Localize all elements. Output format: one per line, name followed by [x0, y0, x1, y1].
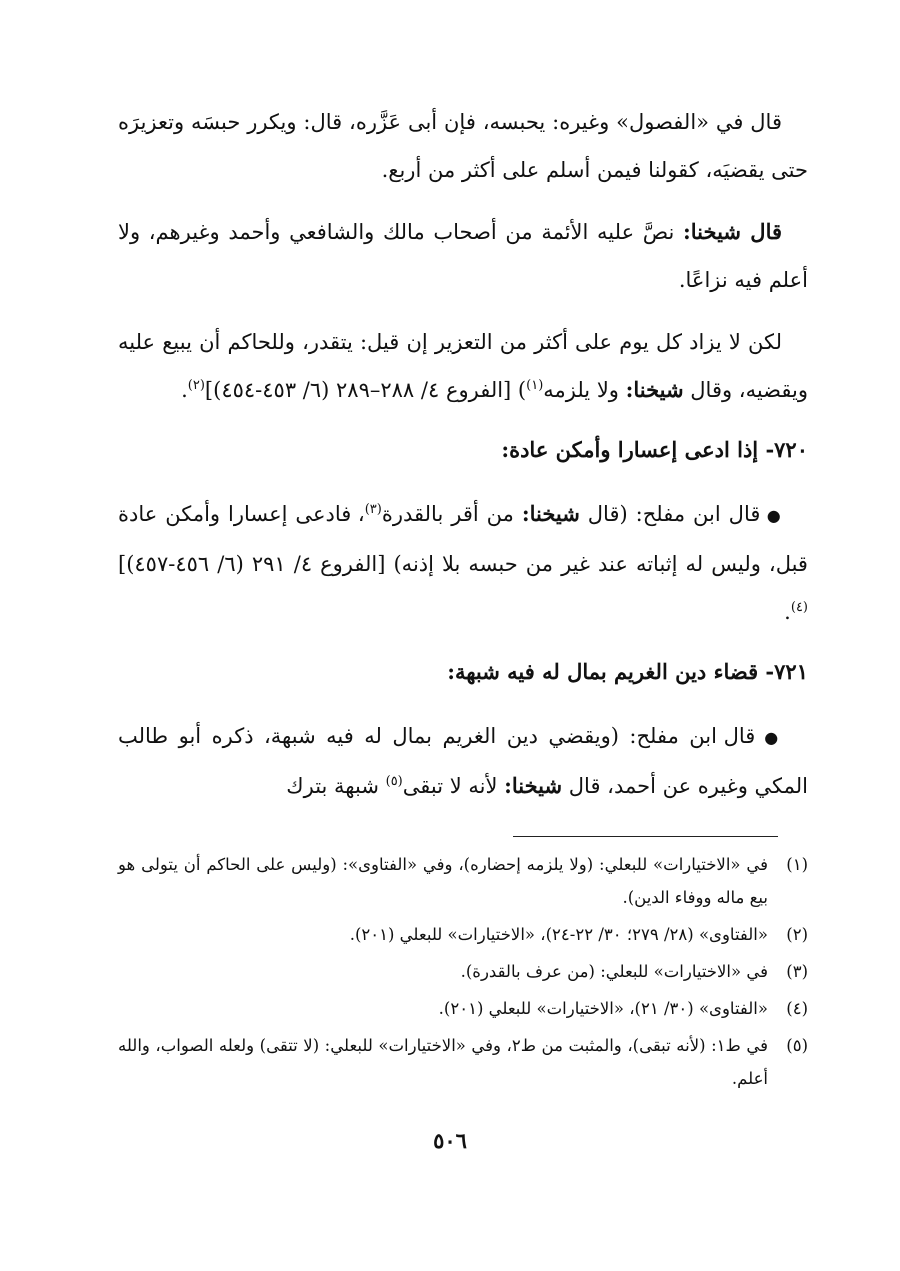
sheikh-label: شيخنا: — [504, 773, 563, 798]
paragraph-3-text-b: ولا يلزمه — [543, 378, 626, 402]
footnote-divider — [513, 836, 778, 837]
section-720-text-a: قال ابن مفلح: (قال — [579, 502, 761, 526]
footnotes — [118, 848, 808, 1099]
footnote-ref-4[interactable]: (٤) — [790, 600, 808, 615]
section-721-text-b: لأنه لا تبقى — [402, 774, 505, 798]
paragraph-3 — [118, 318, 808, 414]
section-720-text-c: ، فادعى إعسارا وأمكن عادة قبل، وليس له إثباته عند غير من حبسه بلا إذنه) [الفروع ٤/ ٢٩١ (٦/ ٤٥٦-٤٥٧)] — [118, 502, 808, 576]
footnote-text: في ط١: (لأنه تبقى)، والمثبت من ط٢، وفي «الاختيارات» للبعلي: (لا تتقى) ولعله الصواب، والله أعلم. — [118, 1036, 768, 1088]
section-721-text-a: قال ابن مفلح: (ويقضي دين الغريم بمال له فيه شبهة، ذكره أبو طالب المكي وغيره عن أحمد، قال — [118, 724, 808, 798]
footnote-1 — [118, 848, 808, 914]
footnote-number: (٢) — [786, 925, 808, 944]
section-720-heading: ٧٢٠- إذا ادعى إعسارا وأمكن عادة: — [501, 437, 808, 462]
paragraph-3-text-a: لكن لا يزاد كل يوم على أكثر من التعزير إن قيل: يتقدر، وللحاكم أن يبيع عليه ويقضيه، وقال — [118, 330, 808, 402]
section-721-heading: ٧٢١- قضاء دين الغريم بمال له فيه شبهة: — [447, 659, 808, 684]
main-text — [118, 98, 808, 824]
footnote-5 — [118, 1029, 808, 1095]
footnote-text: «الفتاوى» (٣٠/ ٢١)، «الاختيارات» للبعلي (٢٠١). — [438, 999, 768, 1018]
paragraph-3-text-c: ) [الفروع ٤/ ٢٨٨–٢٨٩ (٦/ ٤٥٣-٤٥٤)] — [204, 378, 527, 402]
footnote-ref-2[interactable]: (٢) — [187, 378, 205, 393]
footnote-ref-5[interactable]: (٥) — [385, 774, 403, 789]
section-720-paragraph — [118, 490, 808, 636]
sheikh-label: شيخنا: — [521, 501, 580, 526]
sheikh-label: شيخنا: — [625, 377, 684, 402]
paragraph-1-text: قال في «الفصول» وغيره: يحبسه، فإن أبى عَزَّره، قال: ويكرر حبسَه وتعزيرَه حتى يقضيَه، كقولنا فيمن أسلم على أكثر من أربع. — [118, 110, 808, 182]
footnote-number: (١) — [786, 855, 808, 874]
footnote-ref-1[interactable]: (١) — [526, 378, 544, 393]
page-number: ٥٠٦ — [433, 1128, 467, 1153]
footnote-4 — [118, 992, 808, 1025]
section-721-text-c: شبهة بترك — [286, 774, 386, 798]
footnote-number: (٥) — [786, 1036, 808, 1055]
paragraph-2 — [118, 208, 808, 304]
paragraph-3-end: . — [181, 378, 188, 402]
sheikh-label: قال شيخنا: — [683, 219, 783, 244]
footnote-text: في «الاختيارات» للبعلي: (من عرف بالقدرة). — [460, 962, 768, 981]
footnote-text: «الفتاوى» (٢٨/ ٢٧٩؛ ٣٠/ ٢٢-٢٤)، «الاختيارات» للبعلي (٢٠١). — [349, 925, 768, 944]
section-720-end: . — [784, 600, 791, 624]
footnote-text: في «الاختيارات» للبعلي: (ولا يلزمه إحضاره)، وفي «الفتاوى»: (وليس على الحاكم أن يتولى هو بيع ماله ووفاء الدين). — [118, 855, 768, 907]
footnote-3 — [118, 955, 808, 988]
footnote-ref-3[interactable]: (٣) — [364, 502, 382, 517]
paragraph-2-text: نصَّ عليه الأئمة من أصحاب مالك والشافعي وأحمد وغيرهم، ولا أعلم فيه نزاعًا. — [118, 220, 808, 292]
paragraph-1 — [118, 98, 808, 194]
footnote-number: (٤) — [786, 999, 808, 1018]
section-720-text-b: من أقر بالقدرة — [381, 502, 522, 526]
footnote-2 — [118, 918, 808, 951]
footnote-number: (٣) — [786, 962, 808, 981]
section-721-paragraph — [118, 712, 808, 810]
